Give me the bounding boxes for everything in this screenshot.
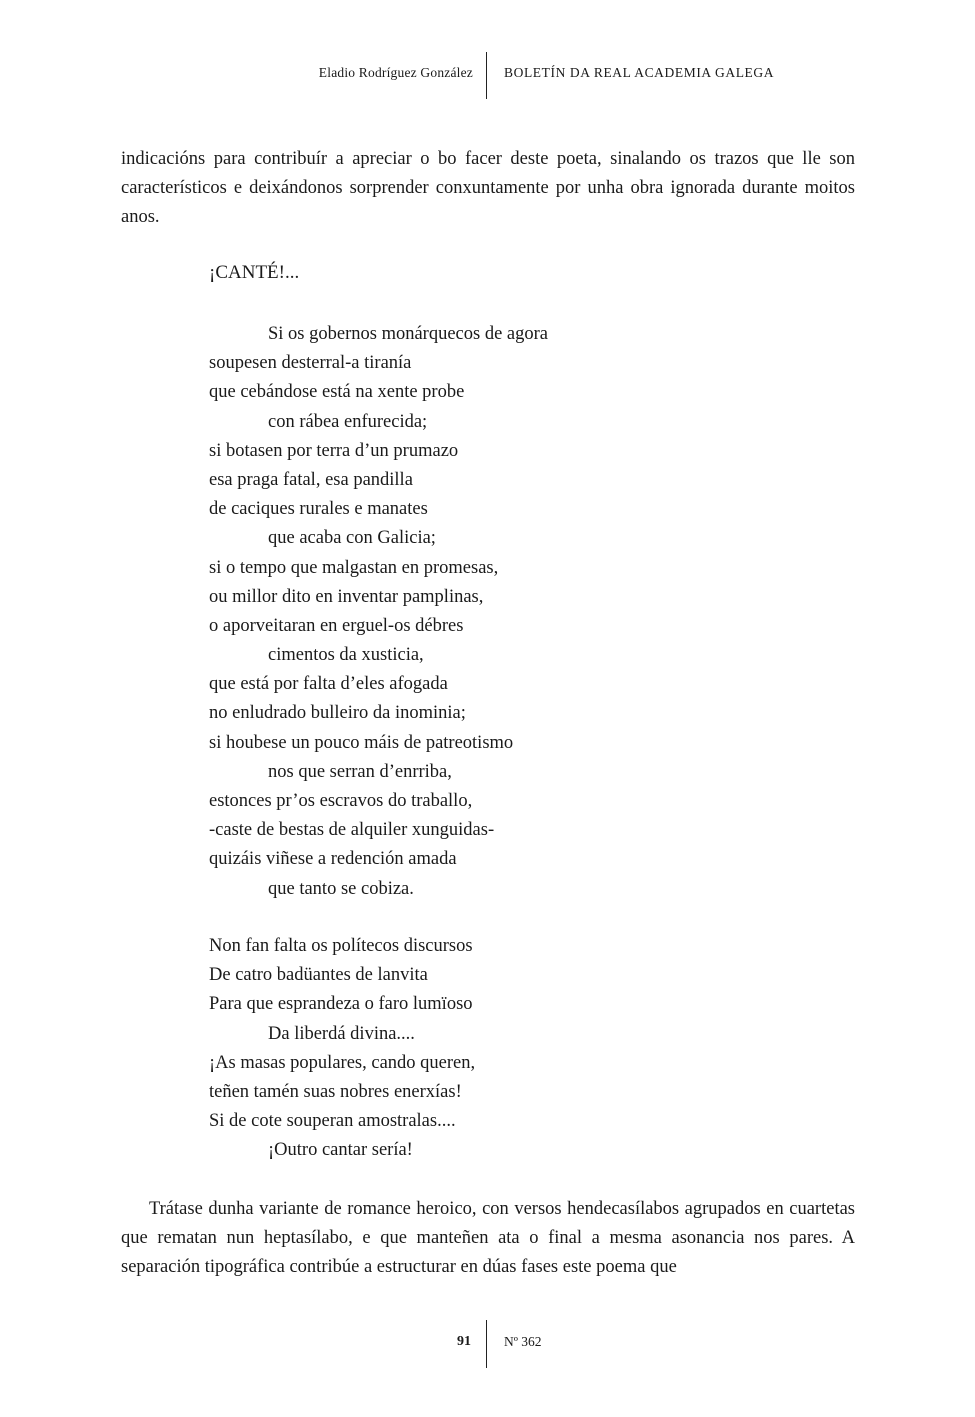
poem-line: nos que serran d’enrriba, [268,761,452,782]
poem-line: De catro badüantes de lanvita [209,965,428,986]
header-author: Eladio Rodríguez González [318,65,473,80]
paragraph-1: indicacións para contribuír a apreciar o bo facer deste poeta, sinalando os trazos que lle son característicos e deixándonos sorprender conxuntamente por unha obra ignorada durante moitos anos. [121,149,855,227]
poem-line: si o tempo que malgastan en promesas, [209,557,499,578]
page-footer [0,1320,975,1368]
poem-line: que está por falta d’eles afogada [209,674,448,695]
issue-number: Nº 362 [504,1334,542,1349]
poem-line: teñen tamén suas nobres enerxías! [209,1081,462,1102]
poem-line: quizáis viñese a redención amada [209,849,457,870]
poem-line: si botasen por terra d’un prumazo [209,440,459,461]
poem-line: que acaba con Galicia; [268,528,436,549]
poem-line: cimentos da xusticia, [268,645,424,666]
poem-line: si houbese un pouco máis de patreotismo [209,732,514,753]
poem-line: o aporveitaran en erguel-os débres [209,615,464,636]
poem-line: Non fan falta os polítecos discursos [209,936,473,956]
poem-line: Da liberdá divina.... [268,1023,415,1044]
poem-line: de caciques rurales e manates [209,499,428,520]
poem-line: Para que esprandeza o faro lumïoso [209,994,473,1015]
poem-line: que cebándose está na xente probe [209,382,465,403]
poem-line: ou millor dito en inventar pamplinas, [209,586,484,607]
poem-line: no enludrado bulleiro da inominia; [209,703,466,724]
header-divider [486,52,487,99]
poem-line: que tanto se cobiza. [268,878,414,899]
poem-line: Si de cote souperan amostralas.... [209,1111,456,1132]
poem-line: ¡As masas populares, cando queren, [209,1052,476,1073]
poem-line: soupesen desterral-a tiranía [209,353,412,374]
poem-line: -caste de bestas de alquiler xunguidas- [209,820,495,841]
header-journal: BOLETÍN DA REAL ACADEMIA GALEGA [504,65,775,80]
poem-line: ¡Outro cantar sería! [268,1140,413,1161]
paragraph-2: Trátase dunha variante de romance heroico, con versos hendecasílabos agrupados en cuartetas que rematan nun heptasílabo, e que manteñen ata o final a mesma asonancia nos pares. A separación tipográfica contribúe a estructurar en dúas fases este poema que [121,1199,855,1277]
page-number: 91 [457,1334,471,1349]
poem-title: ¡CANTÉ!... [209,262,300,283]
running-header [0,52,975,100]
poem-stanza-1 [209,320,548,904]
poem-line: esa praga fatal, esa pandilla [209,469,413,490]
poem-line: estonces pr’os escravos do traballo, [209,791,473,811]
poem-line: con rábea enfurecida; [268,411,428,432]
poem-line: Si os gobernos monárquecos de agora [268,324,549,344]
footer-divider [486,1320,487,1368]
poem-stanza-2 [209,932,475,1166]
